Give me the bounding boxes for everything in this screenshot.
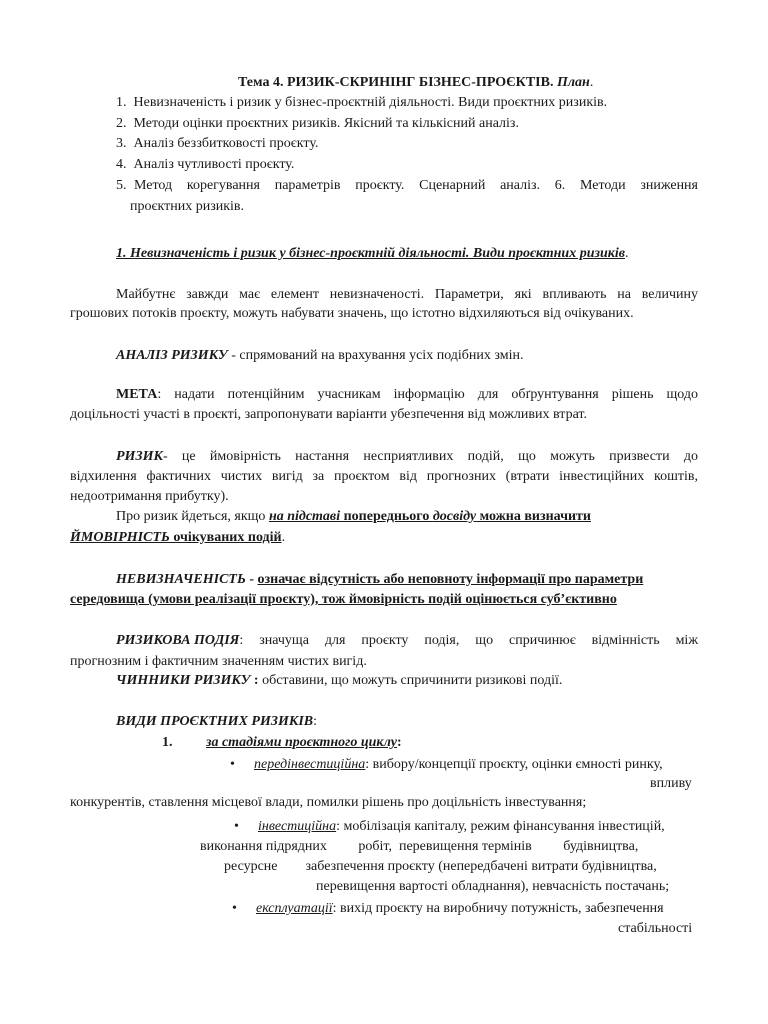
plan-item-text: Невизначеність і ризик у бізнес-проєктній діяльності. Види проєктних ризиків.	[133, 95, 608, 110]
plan-item	[116, 156, 294, 174]
about-emphasis-1: на підставі	[268, 509, 341, 524]
plan-item-number: 2.	[116, 116, 127, 131]
paragraph-about-line2	[70, 529, 285, 547]
paragraph-event-line2: прогнозним і фактичним значенням чистих вигід.	[70, 654, 367, 669]
term-risk-event: РИЗИКОВА ПОДІЯ	[116, 633, 240, 648]
goal-text-line1: : надати потенційним учасникам інформацію для обґрунтування рішень щодо	[157, 387, 698, 402]
bullet-preinvestment-line1	[230, 756, 663, 774]
paragraph-future-line2: грошових потоків проєкту, можуть набувати значень, що істотно відхиляються від очікуваних.	[70, 306, 634, 321]
about-emphasis-5: ЙМОВІРНІСТЬ	[70, 530, 170, 545]
plan-item-number: 1.	[116, 95, 127, 110]
plan-item-number: 4.	[116, 157, 127, 172]
bullet-preinvestment-line3: конкурентів, ставлення місцевої влади, помилки рішень про доцільність інвестування;	[70, 795, 587, 810]
risk-text-line1: - це ймовірність настання несприятливих подій, що можуть призвести до	[162, 449, 698, 464]
about-emphasis-4: можна визначити	[476, 509, 591, 524]
about-emphasis-3: досвіду	[432, 509, 477, 524]
paragraph-risk-line1	[116, 448, 698, 466]
plan-item-text: Методи оцінки проєктних ризиків. Якісний та кількісний аналіз.	[133, 116, 519, 131]
factors-text: обставини, що можуть спричинити ризикові події.	[262, 673, 563, 688]
bullet-operation-line2: стабільності	[618, 921, 693, 936]
section-heading-dot: .	[625, 246, 629, 261]
bullet-label: експлуатації	[256, 901, 333, 916]
types-item	[162, 734, 402, 752]
bullet-icon: •	[232, 901, 237, 916]
bullet-icon: •	[230, 757, 235, 772]
plan-item	[116, 115, 519, 133]
plan-item-text: Метод корегування параметрів проєкту. Сценарний аналіз. 6. Методи зниження	[134, 178, 698, 193]
term-risk-factors: ЧИННИКИ РИЗИКУ	[116, 673, 251, 688]
types-item-label: за стадіями проєктного циклу	[206, 735, 397, 750]
title-prefix: Тема 4. РИЗИК-СКРИНІНГ БІЗНЕС-ПРОЄКТІВ.	[238, 75, 554, 90]
paragraph-risk-line3: недоотримання прибутку).	[70, 489, 229, 504]
plan-item-text: Аналіз чутливості проєкту.	[133, 157, 295, 172]
paragraph-about-line1	[116, 508, 591, 526]
risk-analysis-text: - спрямований на врахування усіх подібних змін.	[231, 348, 524, 363]
types-item-colon: :	[397, 735, 402, 750]
event-text-line1: : значуща для проєкту подія, що спричинює відмінність між	[239, 633, 698, 648]
term-risk-analysis: АНАЛІЗ РИЗИКУ	[116, 348, 232, 363]
bullet-icon: •	[234, 819, 239, 834]
section-heading-text: 1. Невизначеність і ризик у бізнес-проєктній діяльності. Види проєктних ризиків	[116, 246, 625, 261]
term-goal: МЕТА	[116, 387, 158, 402]
term-risk: РИЗИК	[116, 449, 163, 464]
about-emphasis-6: очікуваних подій	[169, 530, 282, 545]
section-heading	[116, 245, 629, 263]
about-end: .	[281, 530, 286, 545]
bullet-text-line1: : мобілізація капіталу, режим фінансування інвестицій,	[336, 819, 665, 834]
factors-colon: :	[250, 673, 263, 688]
paragraph-event-line1	[116, 632, 698, 650]
paragraph-future-line1: Майбутнє завжди має елемент невизначеності. Параметри, які впливають на величину	[116, 287, 698, 302]
title-dot: .	[589, 75, 594, 90]
paragraph-factors	[116, 672, 562, 690]
plan-item-number: 3.	[116, 136, 127, 151]
paragraph-uncertainty-line2: середовища (умови реалізації проєкту), тож ймовірність подій оцінюється суб’єктивно	[70, 592, 617, 607]
paragraph-risk-line2: відхилення фактичних чистих вигід за проєктом від прогнозних (втрати інвестиційних коштів,	[70, 469, 698, 484]
term-uncertainty: НЕВИЗНАЧЕНІСТЬ	[116, 572, 246, 587]
about-intro: Про ризик йдеться, якщо	[116, 509, 269, 524]
plan-item	[116, 177, 698, 195]
bullet-text-line1: : вихід проєкту на виробничу потужність, забезпечення	[332, 901, 664, 916]
types-heading-text: ВИДИ ПРОЄКТНИХ РИЗИКІВ	[116, 714, 314, 729]
about-emphasis-2: попереднього	[340, 509, 433, 524]
types-heading	[116, 713, 317, 731]
uncertainty-dash: -	[245, 572, 258, 587]
bullet-investment-line1	[234, 818, 665, 836]
plan-item	[116, 135, 318, 153]
bullet-operation-line1	[232, 900, 664, 918]
types-item-number: 1.	[162, 735, 173, 750]
plan-item	[116, 94, 607, 112]
paragraph-goal-line1	[116, 386, 698, 404]
bullet-label: інвестиційна	[258, 819, 337, 834]
plan-item-text: Аналіз беззбитковості проєкту.	[133, 136, 319, 151]
bullet-label: передінвестиційна	[254, 757, 366, 772]
plan-item-continuation: проєктних ризиків.	[130, 199, 245, 214]
plan-item-number: 5.	[116, 178, 127, 193]
uncertainty-text-line1: означає відсутність або неповноту інформації про параметри	[257, 572, 644, 587]
types-heading-colon: :	[313, 714, 318, 729]
paragraph-goal-line2: доцільності участі в проєкті, запропонувати варіанти убезпечення від можливих втрат.	[70, 407, 587, 422]
paragraph-uncertainty-line1	[116, 571, 643, 589]
bullet-investment-line3: ресурсне забезпечення проєкту (непередбачені витрати будівництва,	[224, 859, 657, 874]
bullet-investment-line4: перевищення вартості обладнання), невчасність постачань;	[316, 879, 670, 894]
title-plan: План	[556, 75, 590, 90]
bullet-investment-line2: виконання підрядних робіт, перевищення термінів будівництва,	[200, 839, 639, 854]
page-title	[238, 74, 593, 92]
bullet-preinvestment-line2: впливу	[650, 776, 692, 791]
paragraph-risk-analysis	[116, 347, 523, 365]
bullet-text-line1: : вибору/концепції проєкту, оцінки ємності ринку,	[365, 757, 663, 772]
